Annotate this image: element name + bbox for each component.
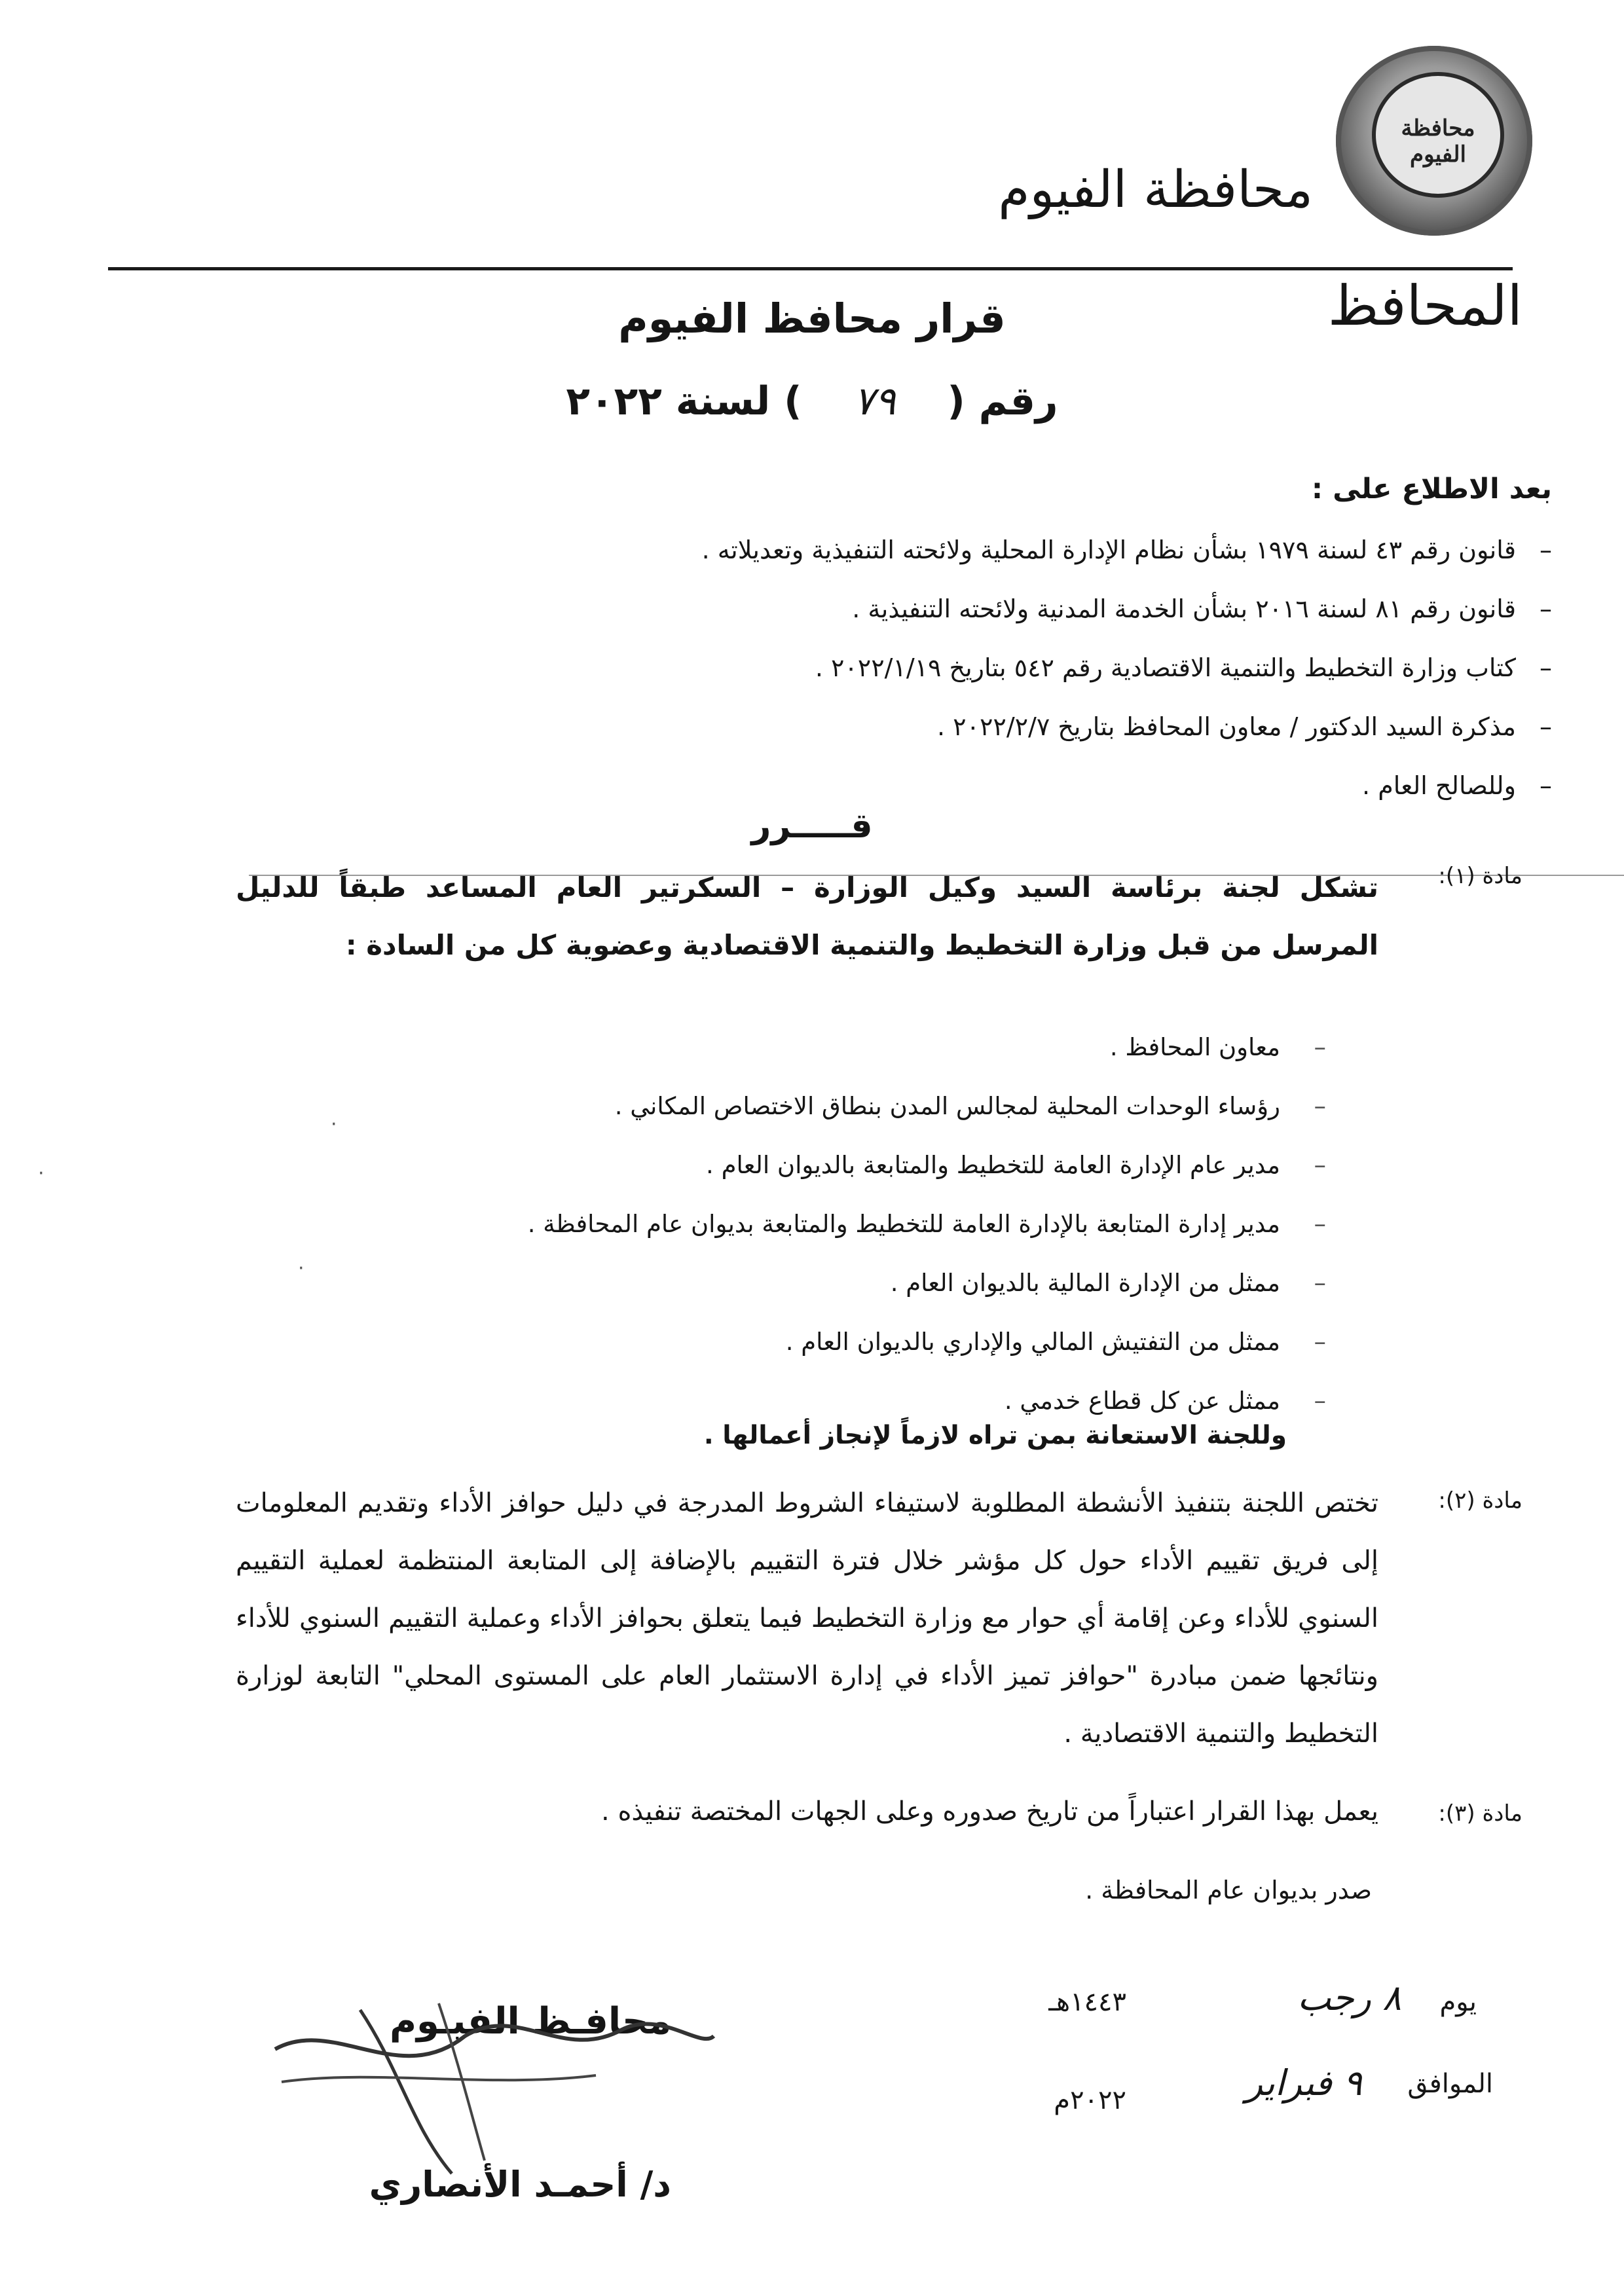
seal-emblem: [1372, 72, 1504, 198]
governorate-seal: [1336, 46, 1532, 236]
member-item: –ممثل عن كل قطاع خدمي .: [1004, 1387, 1326, 1415]
member-item: –رؤساء الوحدات المحلية لمجالس المدن بنطاق الاختصاص المكاني .: [614, 1092, 1326, 1120]
member-item: –ممثل من التفتيش المالي والإداري بالديوان العام .: [785, 1328, 1326, 1356]
article-2-label: مادة (٢):: [1438, 1487, 1522, 1514]
decree-number-suffix: ) لسنة ٢٠٢٢: [566, 378, 802, 424]
reference-item: –مذكرة السيد الدكتور / معاون المحافظ بتاريخ ٢٠٢٢/٢/٧ .: [937, 712, 1552, 741]
scan-speck: ·: [298, 1257, 304, 1280]
decided-heading: قـــــرر: [751, 807, 873, 846]
scan-speck: ·: [331, 1113, 337, 1136]
article-3-text: يعمل بهذا القرار اعتباراً من تاريخ صدوره وعلى الجهات المختصة تنفيذه .: [601, 1796, 1378, 1827]
handwritten-signature: [255, 1990, 727, 2187]
reference-item: –وللصالح العام .: [1362, 771, 1552, 800]
article-3-label: مادة (٣):: [1438, 1800, 1522, 1827]
reference-item: –قانون رقم ٤٣ لسنة ١٩٧٩ بشأن نظام الإدارة المحلية ولائحته التنفيذية وتعديلاته .: [701, 536, 1552, 564]
article-2-text: تختص اللجنة بتنفيذ الأنشطة المطلوبة لاستيفاء الشروط المدرجة في دليل حوافز الأداء وتقديم المعلومات إلى فريق تقييم الأداء حول كل مؤشر خلال فترة التقييم بالإضافة إلى المتابعة المنتظمة لعملية التقييم السنوي للأداء وعن إقامة أي حوار مع وزارة التخطيط فيما يتعلق بحوافز الأداء وعملية التقييم السنوي للأداء ونتائجها ضمن مبادرة "حوافز تميز الأداء في إدارة الاستثمار العام على المستوى المحلي" التابعة لوزارة التخطيط والتنمية الاقتصادية .: [236, 1488, 1378, 1749]
article-1-text: تشكل لجنة برئاسة السيد وكيل الوزارة – السكرتير العام المساعد طبقاً للدليل المرسل من قبل وزارة التخطيط والتنمية الاقتصادية وعضوية كل من السادة :: [236, 871, 1378, 961]
scan-speck: ·: [38, 1162, 45, 1185]
gregorian-year: ٢٠٢٢م: [1054, 2085, 1126, 2115]
reference-item: –كتاب وزارة التخطيط والتنمية الاقتصادية رقم ٥٤٢ بتاريخ ٢٠٢٢/١/١٩ .: [815, 653, 1552, 682]
member-item: –مدير إدارة المتابعة بالإدارة العامة للتخطيط والمتابعة بديوان عام المحافظة .: [527, 1210, 1326, 1238]
corresponding-label: الموافق: [1407, 2069, 1493, 2099]
reference-item: –قانون رقم ٨١ لسنة ٢٠١٦ بشأن الخدمة المدنية ولائحته التنفيذية .: [852, 594, 1552, 623]
member-item: –مدير عام الإدارة العامة للتخطيط والمتابعة بالديوان العام .: [706, 1151, 1326, 1179]
header-rule: [108, 267, 1513, 270]
hijri-date-handwritten: ٨ رجب: [1297, 1977, 1401, 2018]
member-item: –معاون المحافظ .: [1109, 1033, 1326, 1061]
issued-statement: صدر بديوان عام المحافظة .: [1085, 1876, 1372, 1904]
governor-label: المحافظ: [1327, 274, 1522, 338]
article-1-label: مادة (١):: [1438, 863, 1522, 889]
article-1-closing: وللجنة الاستعانة بمن تراه لازماً لإنجاز أعمالها .: [703, 1421, 1287, 1450]
decree-number-line: [0, 378, 1624, 424]
decree-title: قرار محافظ الفيوم: [618, 295, 1006, 342]
member-item: –ممثل من الإدارة المالية بالديوان العام .: [890, 1269, 1326, 1297]
committee-members-list: [213, 1028, 1326, 1440]
decree-number: ٧٩: [853, 378, 896, 424]
signatory-name: د/ أحمـد الأنصاري: [369, 2164, 671, 2205]
signatory-title: محافـظ الفيـوم: [389, 2000, 671, 2043]
day-label: يوم: [1439, 1987, 1477, 2017]
hijri-year: ١٤٤٣هـ: [1048, 1987, 1126, 2017]
decree-number-prefix: رقم (: [947, 378, 1058, 424]
preamble-heading: بعد الاطلاع على :: [1311, 473, 1552, 505]
gregorian-date-handwritten: ٩ فبراير: [1246, 2062, 1362, 2104]
seal-text: محافظة الفيوم: [1401, 115, 1475, 168]
governorate-name: محافظة الفيوم: [998, 160, 1313, 219]
reference-list: [111, 530, 1552, 825]
